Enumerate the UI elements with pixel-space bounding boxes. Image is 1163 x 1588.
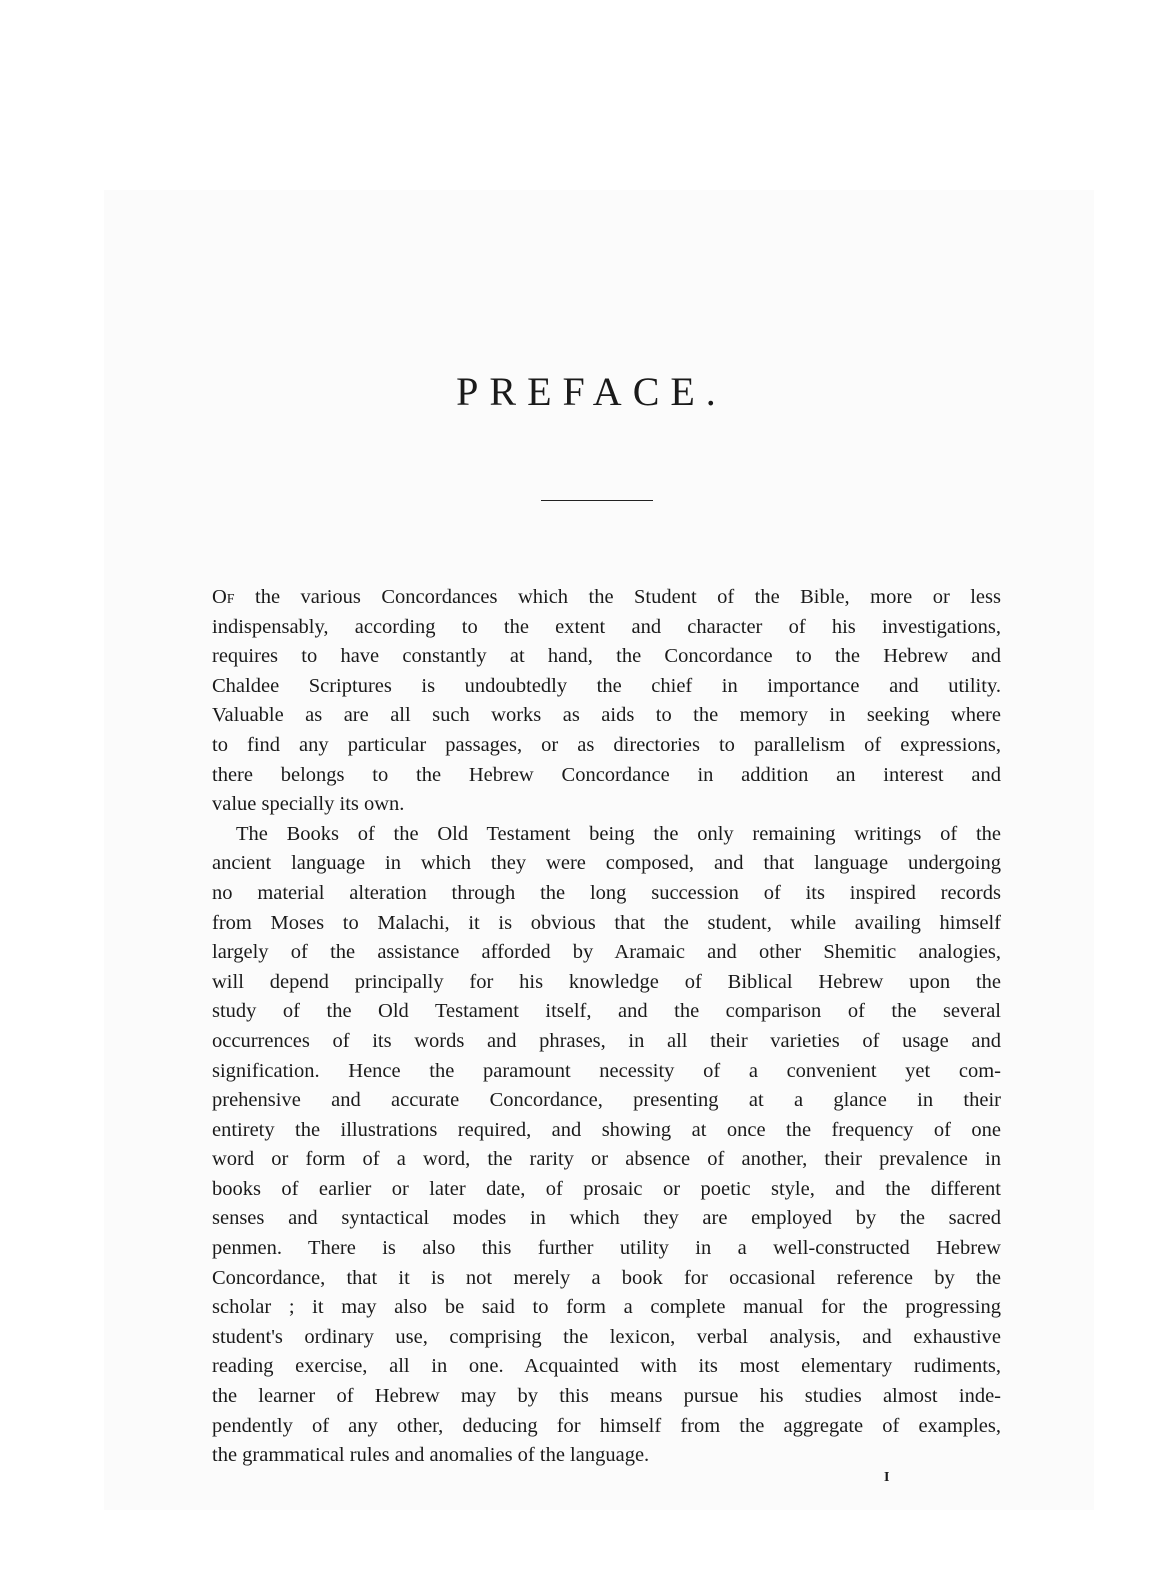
- paragraph: [212, 820, 1001, 1471]
- text-line: value specially its own.: [212, 793, 405, 816]
- text-line: prehensive and accurate Concordance, presenting at a glance in their: [212, 1089, 1001, 1112]
- text-line: the grammatical rules and anomalies of the language.: [212, 1444, 650, 1467]
- text-line: indispensably, according to the extent and character of his investigations,: [212, 615, 1001, 638]
- text-line: The Books of the Old Testament being the only remaining writings of the: [236, 822, 1001, 845]
- text-line: student's ordinary use, comprising the lexicon, verbal analysis, and exhaustive: [212, 1325, 1001, 1348]
- paragraph: [212, 583, 1001, 820]
- text-line: signification. Hence the paramount necessity of a convenient yet com-: [212, 1059, 1001, 1082]
- title-divider-rule: [541, 500, 653, 501]
- text-line: Concordance, that it is not merely a book for occasional reference by the: [212, 1266, 1001, 1289]
- text-line: books of earlier or later date, of prosaic or poetic style, and the different: [212, 1177, 1001, 1200]
- text-line: Of the various Concordances which the Student of the Bible, more or less: [212, 586, 1001, 608]
- text-line: the learner of Hebrew may by this means pursue his studies almost inde-: [212, 1385, 1001, 1408]
- text-line: penmen. There is also this further utility in a well-constructed Hebrew: [212, 1237, 1001, 1260]
- text-line: there belongs to the Hebrew Concordance in addition an interest and: [212, 763, 1001, 786]
- text-line: will depend principally for his knowledge of Biblical Hebrew upon the: [212, 970, 1001, 993]
- text-line: largely of the assistance afforded by Aramaic and other Shemitic analogies,: [212, 941, 1001, 964]
- text-line: to find any particular passages, or as directories to parallelism of expressions,: [212, 733, 1001, 756]
- preface-body: [212, 583, 1001, 1471]
- text-line: study of the Old Testament itself, and the comparison of the several: [212, 1000, 1001, 1023]
- text-line: no material alteration through the long succession of its inspired records: [212, 881, 1001, 904]
- text-line: Chaldee Scriptures is undoubtedly the chief in importance and utility.: [212, 674, 1001, 697]
- text-line: word or form of a word, the rarity or absence of another, their prevalence in: [212, 1148, 1001, 1171]
- text-line: senses and syntactical modes in which they are employed by the sacred: [212, 1207, 1001, 1230]
- text-line: pendently of any other, deducing for himself from the aggregate of examples,: [212, 1414, 1001, 1437]
- text-line: Valuable as are all such works as aids to the memory in seeking where: [212, 704, 1001, 727]
- text-line: requires to have constantly at hand, the Concordance to the Hebrew and: [212, 645, 1001, 668]
- page-title: PREFACE.: [456, 369, 727, 414]
- text-line: reading exercise, all in one. Acquainted with its most elementary rudiments,: [212, 1355, 1001, 1378]
- page-number: I: [884, 1470, 890, 1485]
- text-line: occurrences of its words and phrases, in all their varieties of usage and: [212, 1029, 1001, 1052]
- text-line: ancient language in which they were composed, and that language undergoing: [212, 852, 1001, 875]
- text-line: entirety the illustrations required, and showing at once the frequency of one: [212, 1118, 1001, 1141]
- text-line: from Moses to Malachi, it is obvious that the student, while availing himself: [212, 911, 1001, 934]
- text-line: scholar ; it may also be said to form a complete manual for the progressing: [212, 1296, 1001, 1319]
